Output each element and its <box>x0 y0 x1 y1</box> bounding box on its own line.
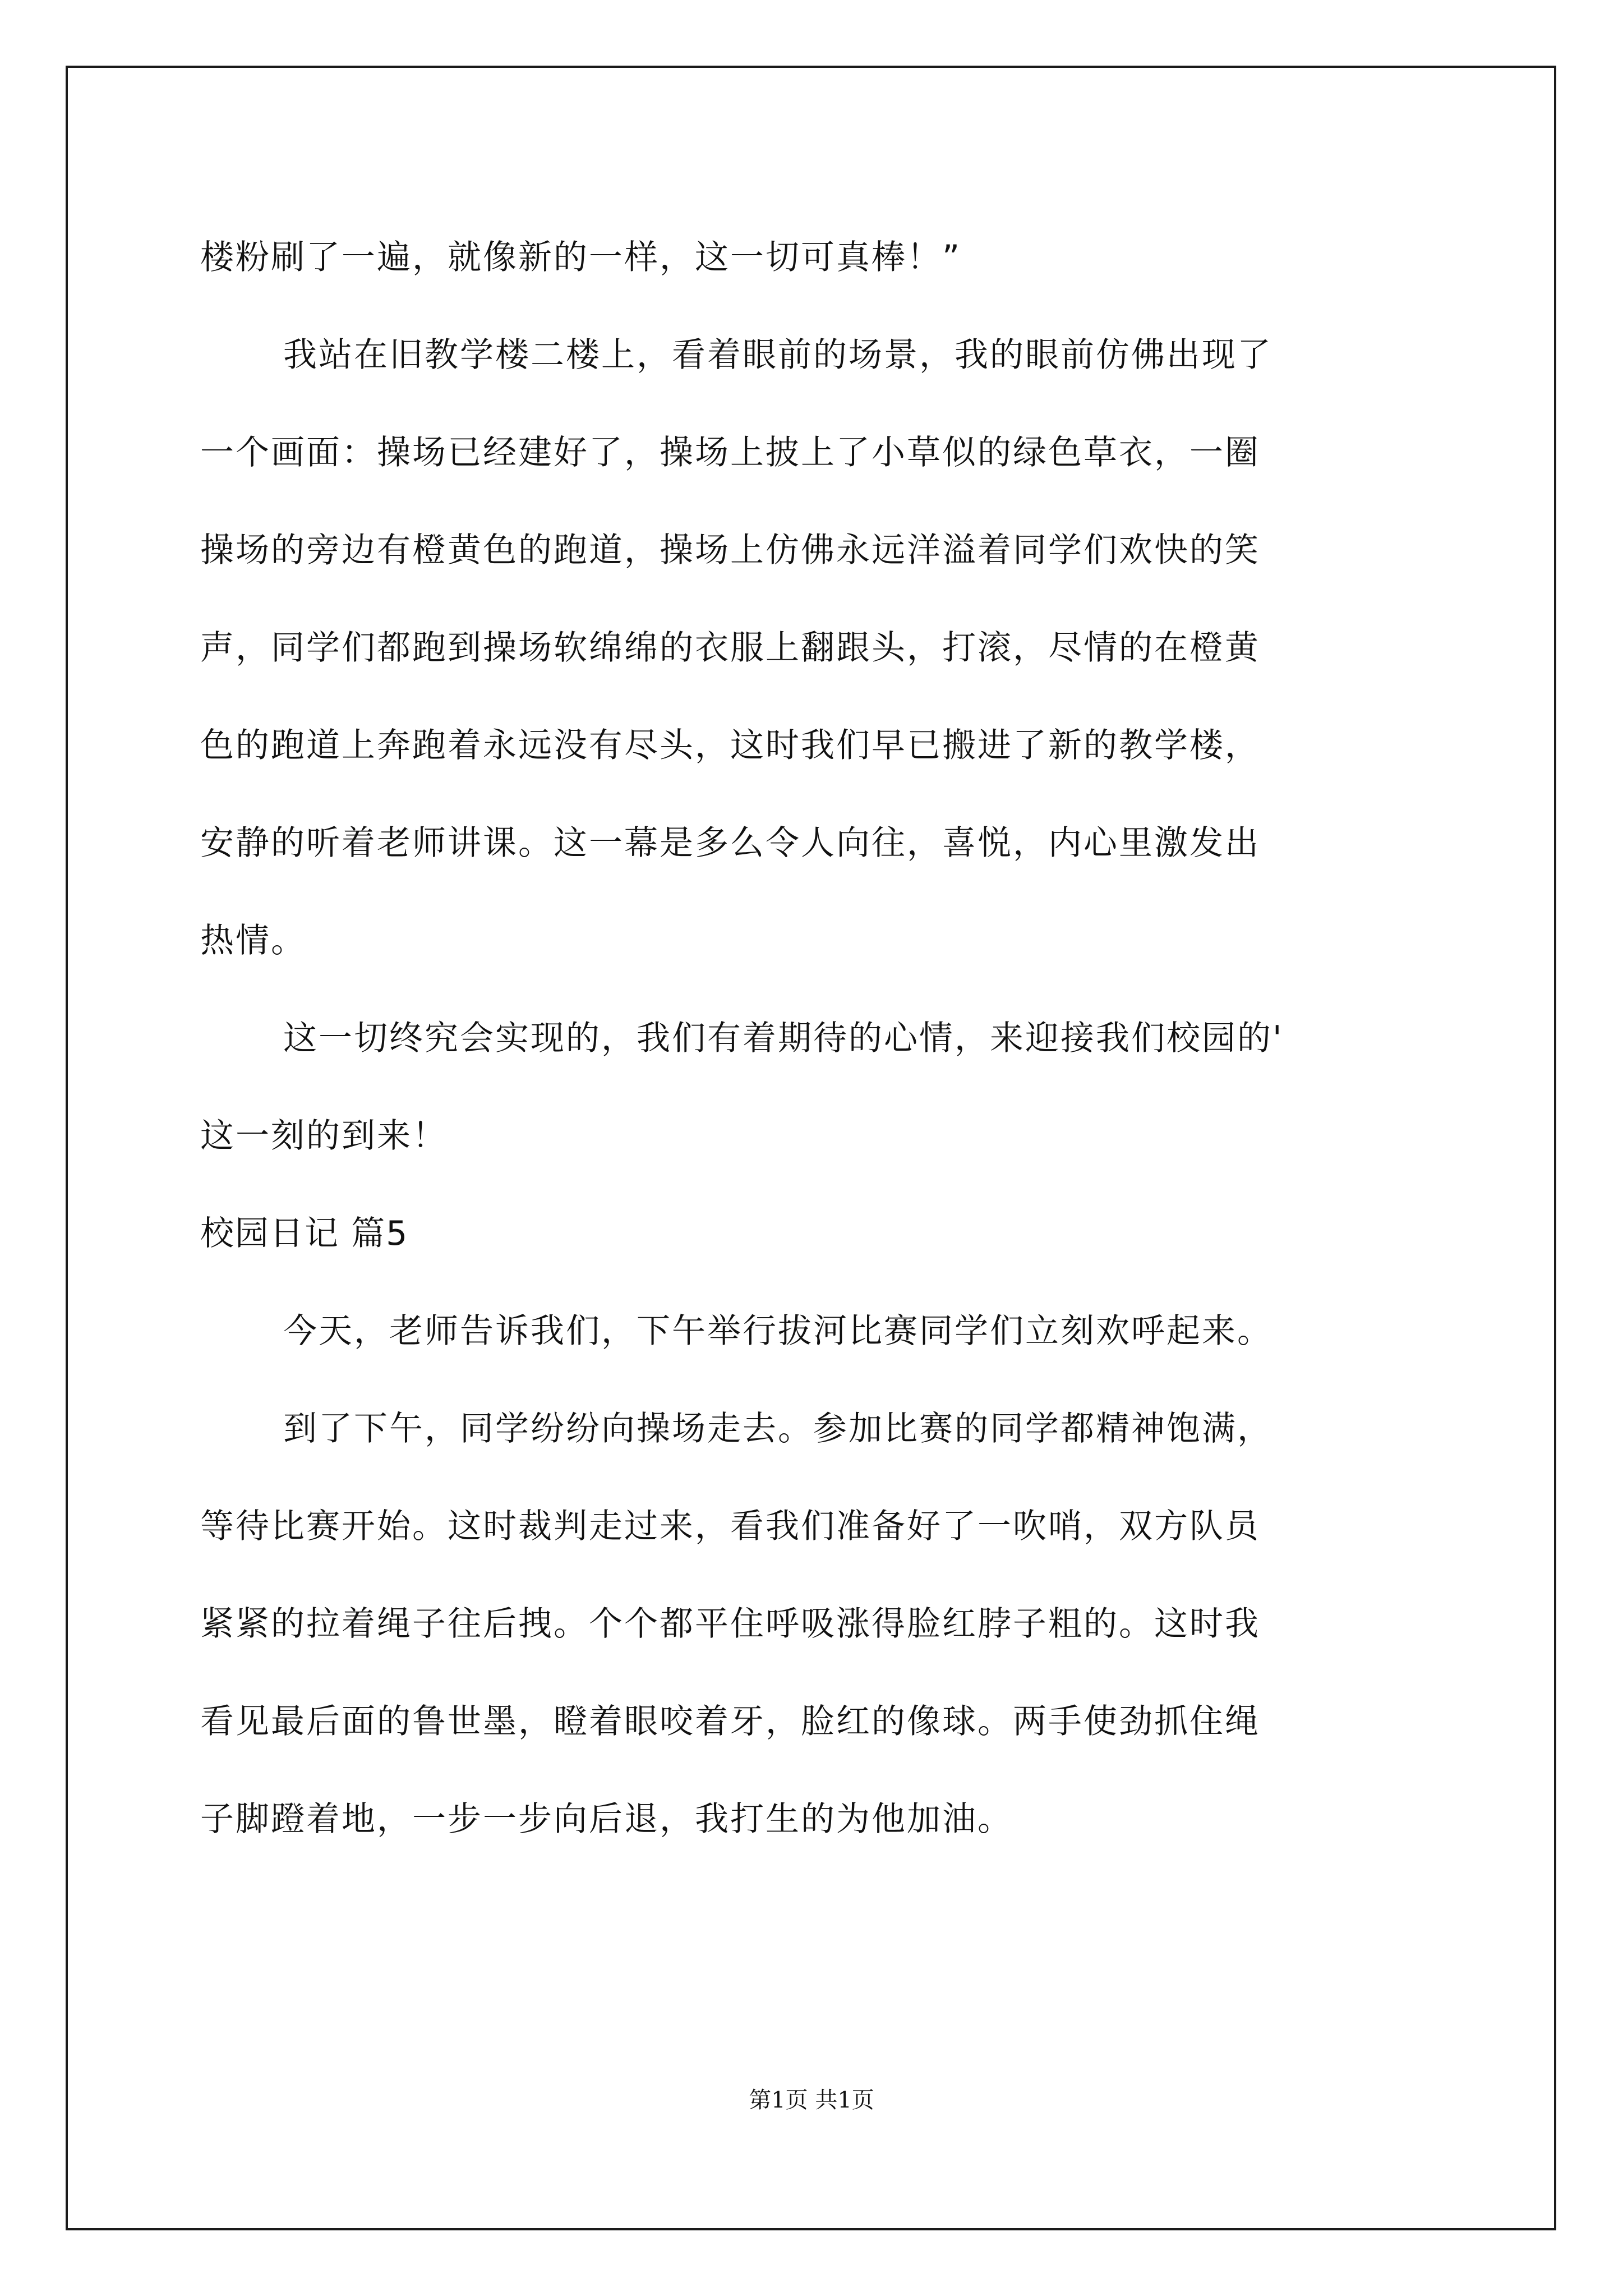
text-line: 安静的听着老师讲课。这一幕是多么令人向往，喜悦，内心里激发出 <box>200 823 1260 863</box>
text-line: 看见最后面的鲁世墨，瞪着眼咬着牙，脸红的像球。两手使劲抓住绳 <box>200 1702 1260 1741</box>
text-line: 热情。 <box>200 921 306 960</box>
paragraph-start-line: 今天，老师告诉我们，下午举行拔河比赛同学们立刻欢呼起来。 <box>283 1312 1272 1351</box>
paragraph-start-line: 这一切终究会实现的，我们有着期待的心情，来迎接我们校园的' <box>283 1019 1284 1058</box>
text-line: 操场的旁边有橙黄色的跑道，操场上仿佛永远洋溢着同学们欢快的笑 <box>200 531 1260 570</box>
text-line: 等待比赛开始。这时裁判走过来，看我们准备好了一吹哨，双方队员 <box>200 1507 1260 1546</box>
document-body <box>200 209 1434 1868</box>
text-line: 楼粉刷了一遍，就像新的一样，这一切可真棒！” <box>200 238 962 277</box>
text-line: 子脚蹬着地，一步一步向后退，我打生的为他加油。 <box>200 1800 1013 1839</box>
paragraph-start-line: 到了下午，同学纷纷向操场走去。参加比赛的同学都精神饱满， <box>283 1409 1272 1448</box>
text-line: 这一刻的到来！ <box>200 1116 448 1156</box>
text-line: 一个画面：操场已经建好了，操场上披上了小草似的绿色草衣，一圈 <box>200 433 1260 472</box>
section-heading: 校园日记 篇5 <box>200 1214 409 1253</box>
text-line: 色的跑道上奔跑着永远没有尽头，这时我们早已搬进了新的教学楼， <box>200 726 1260 765</box>
page-footer: 第1页 共1页 <box>749 2087 874 2113</box>
text-line: 紧紧的拉着绳子往后拽。个个都平住呼吸涨得脸红脖子粗的。这时我 <box>200 1604 1260 1644</box>
paragraph-start-line: 我站在旧教学楼二楼上，看着眼前的场景，我的眼前仿佛出现了 <box>283 335 1272 375</box>
text-line: 声，同学们都跑到操场软绵绵的衣服上翻跟头，打滚，尽情的在橙黄 <box>200 628 1260 668</box>
